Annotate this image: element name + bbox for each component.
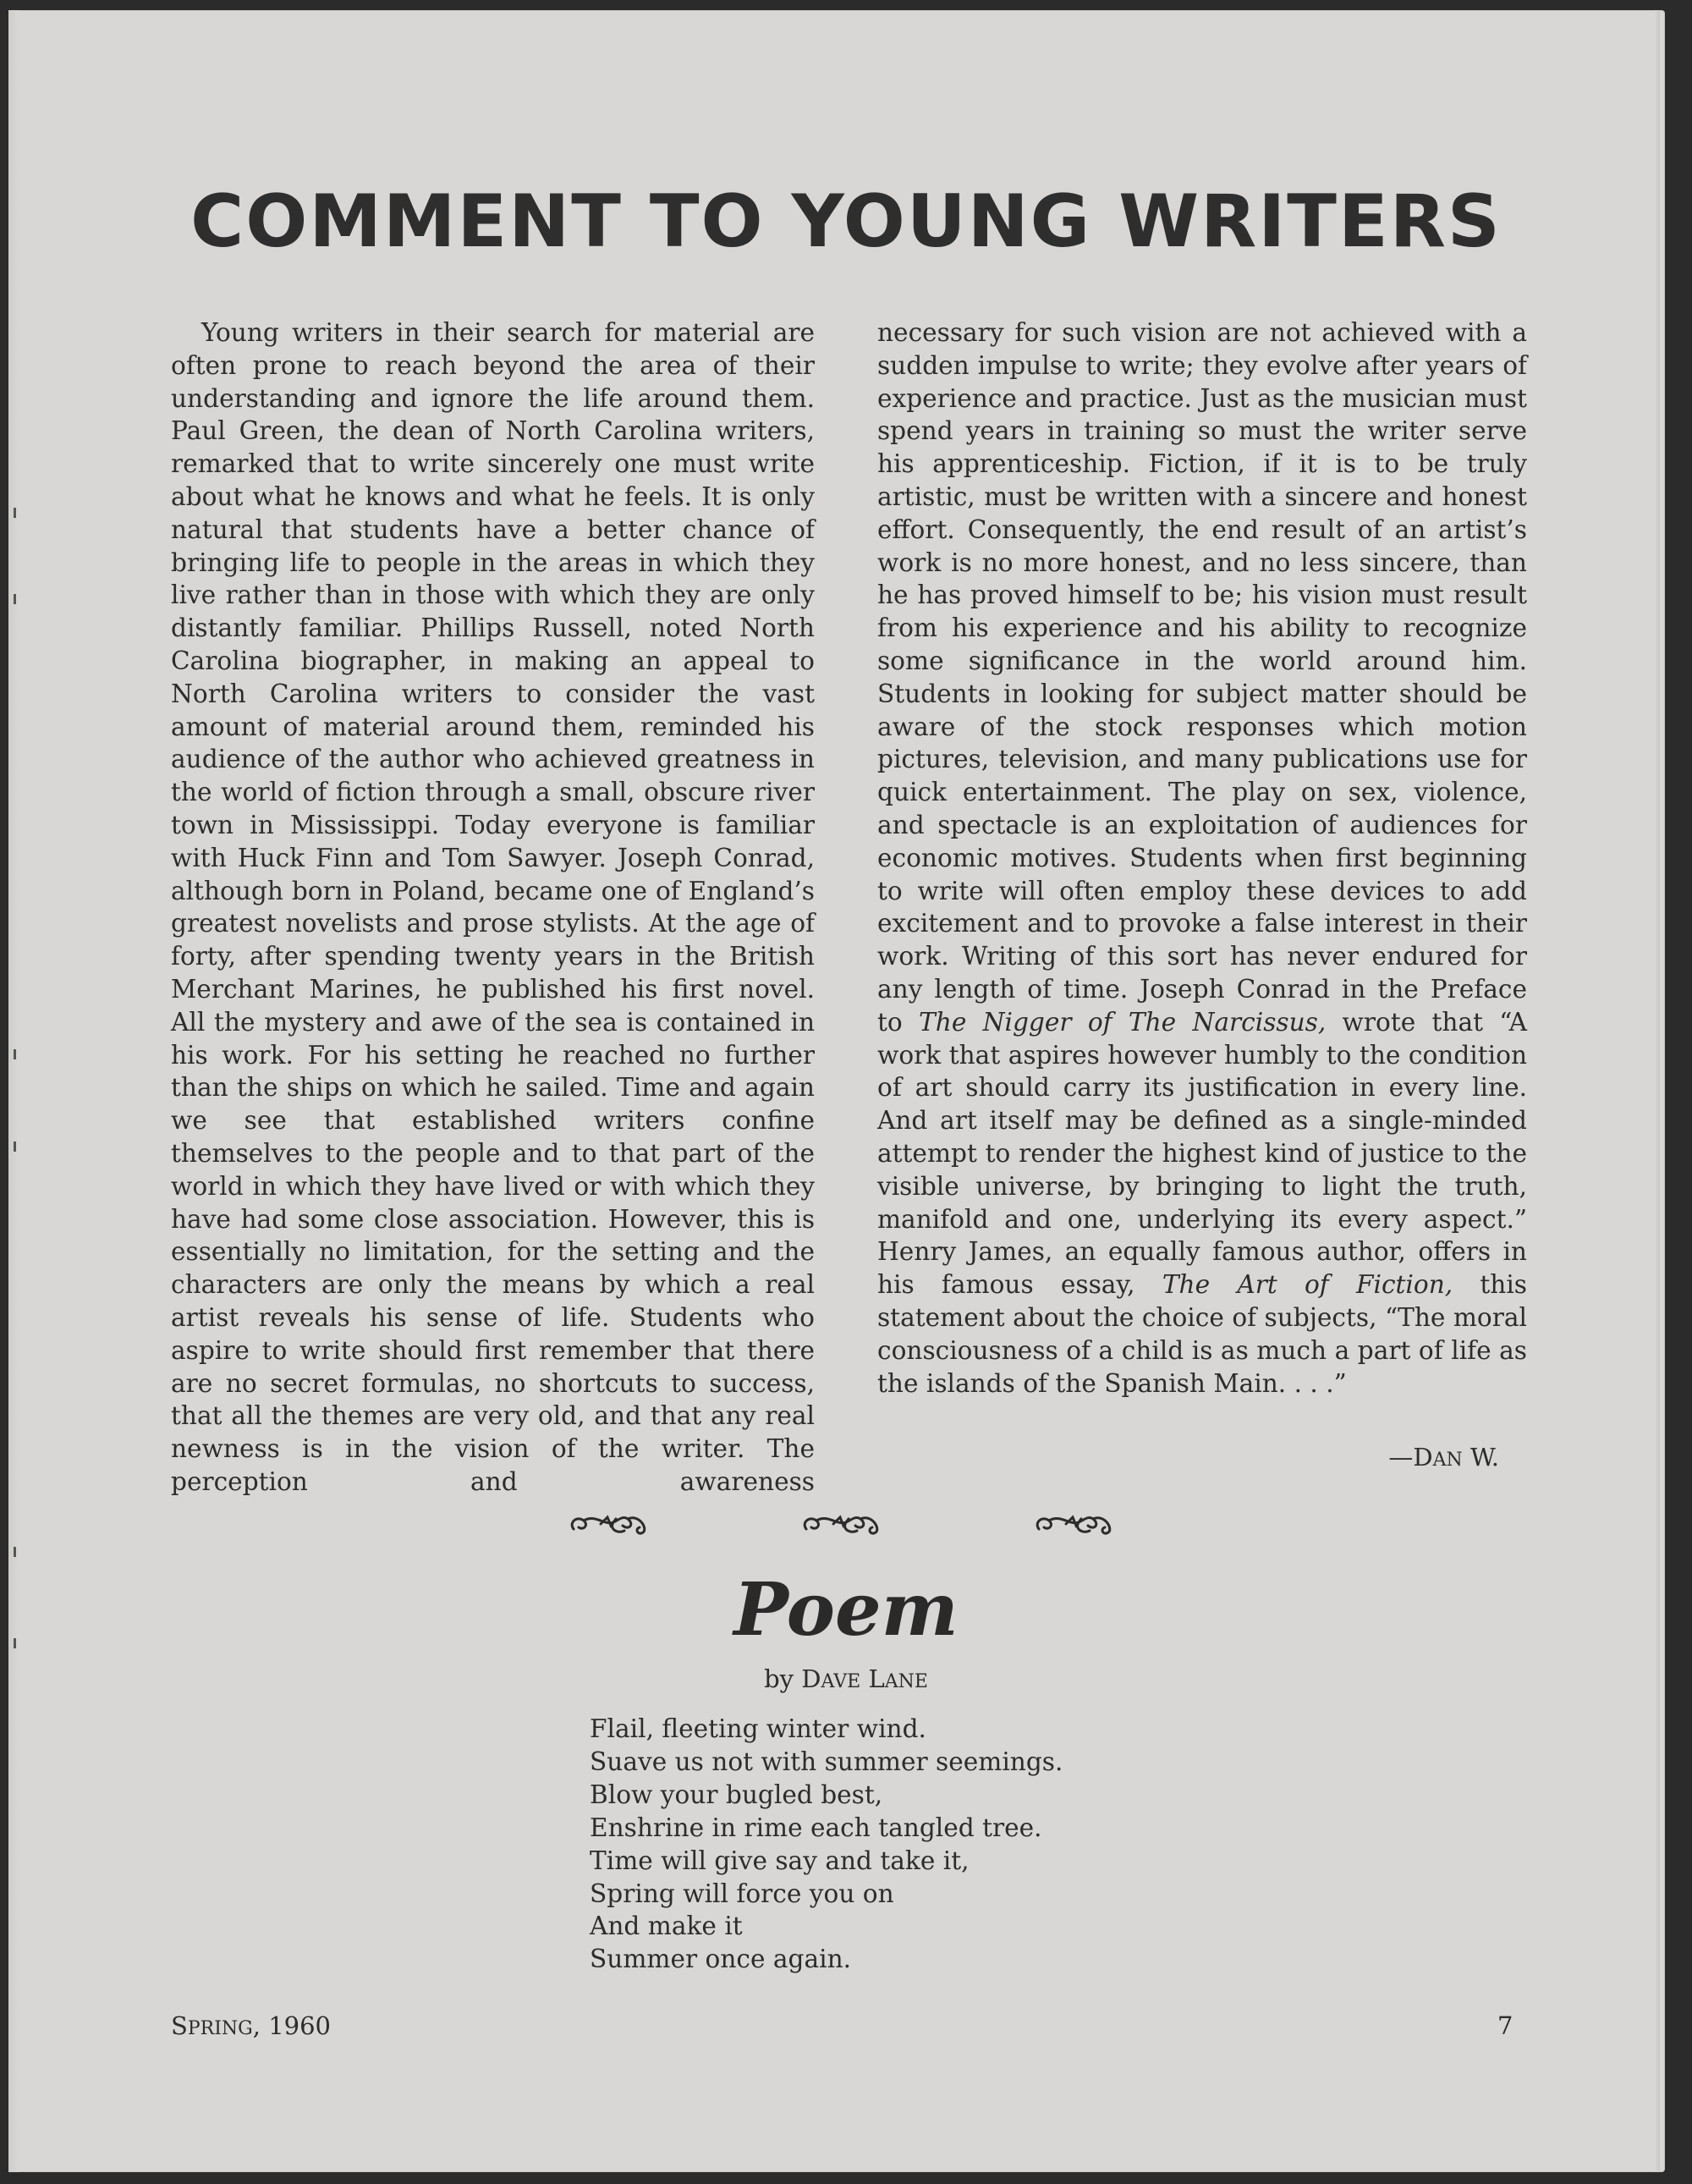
poem-line: Flail, fleeting winter wind. [590, 1714, 926, 1743]
page-edge [1655, 10, 1660, 2172]
page-number: 7 [1497, 2011, 1513, 2040]
poem-line: Spring will force you on [590, 1879, 894, 1908]
article-right-column [877, 316, 1527, 1400]
author-initial: L [868, 1664, 885, 1693]
poem-line: Suave us not with summer seemings. [590, 1747, 1063, 1776]
author-initial: D [801, 1664, 821, 1693]
article-paragraph: Young writers in their search for material are often prone to reach beyond the area of their understanding and ignore the life around them. Paul Green, the dean of North Carolina writers, remarked that to write sincerely one must write about what he knows and what he feels. It is only natural that students have a better chance of bringing life to people in the areas in which they live rather than in those with which they are only distantly familiar. Phillips Russell, noted North Carolina biographer, in making an appeal to North Carolina writers to consider the vast amount of material around them, reminded his audience of the author who achieved greatness in the world of fiction through a small, obscure river town in Mississippi. Today everyone is familiar with Huck Finn and Tom Sawyer. Joseph Conrad, although born in Poland, became one of England’s greatest novelists and prose stylists. At the age of forty, after spending twenty years in the British Merchant Marines, he published his first novel. All the mystery and awe of the sea is contained in his work. For his setting he reached no further than the ships on which he sailed. Time and again we see that established writers confine themselves to the people and to that part of the world in which they have lived or with which they have had some close association. However, this is essentially no limitation, for the setting and the characters are only the means by which a real artist reveals his sense of life. Students who aspire to write should first remember that there are no secret formulas, no shortcuts to success, that all the themes are very old, and that any real newness is in the vision of the writer. The perception and awareness [171, 318, 815, 1496]
body-text: wrote that “A work that aspires however humbly to the condition of art should carry its justification in every line. And art itself may be defined as a single-minded attempt to render the highest kind of justice to the visible universe, by bringing to light the truth, manifold and one, underlying its every aspect.” Henry James, an equally famous author, offers in his famous essay, [877, 1007, 1527, 1300]
poem-line: Summer once again. [590, 1945, 852, 1974]
poem-byline [8, 1664, 1684, 1693]
issue-year: , 1960 [252, 2011, 332, 2040]
binding-mark [14, 1049, 16, 1059]
poem-title: Poem [733, 1567, 959, 1653]
article-paragraph-continued [877, 316, 1527, 1400]
magazine-page [8, 10, 1665, 2172]
scroll-ornament-icon [1032, 1510, 1125, 1539]
poem-line: Blow your bugled best, [590, 1780, 883, 1809]
body-text: necessary for such vision are not achieved with a sudden impulse to write; they evolve after years of experience and practice. Just as the musician must spend years in training so must the writer serve his apprenticeship. Fiction, if it is to be truly artistic, must be written with a sincere and honest effort. Consequently, the end result of an artist’s work is no more honest, and no less sincere, than he has proved himself to be; his vision must result from his experience and his ability to recognize some significance in the world around him. Students in looking for subject matter should be aware of the stock responses which motion pictures, television, and many publications use for quick entertainment. The play on sex, violence, and spectacle is an exploitation of audiences for economic motives. Students when first beginning to write will often employ these devices to add excitement and to provoke a false interest in their work. Writing of this sort has never endured for any length of time. Joseph Conrad in the Preface to [877, 318, 1527, 1037]
binding-mark [14, 508, 16, 518]
book-title: The Nigger of The Narcissus, [919, 1007, 1327, 1037]
binding-mark [14, 1142, 16, 1152]
essay-title: The Art of Fiction, [1162, 1270, 1453, 1300]
body-text: this statement about the choice of subjects, “The moral consciousness of a child is as much a part of life as the islands of the Spanish Main. . . .” [877, 1270, 1527, 1398]
poem-line: And make it [590, 1912, 743, 1941]
signature-dash: — [1388, 1443, 1414, 1472]
poem-line: Enshrine in rime each tangled tree. [590, 1813, 1042, 1842]
article-signature [1277, 1443, 1499, 1472]
signature-name: AN [1432, 1450, 1463, 1471]
section-divider [567, 1510, 1125, 1544]
article-left-column [171, 316, 815, 1499]
article-title: COMMENT TO YOUNG WRITERS [190, 179, 1502, 264]
poem-body [590, 1713, 1063, 1976]
byline-prefix: by [764, 1664, 794, 1693]
signature-initial: D [1413, 1443, 1433, 1472]
signature-last: W. [1470, 1443, 1499, 1472]
season-name: PRING [187, 2018, 253, 2039]
binding-edge [8, 10, 19, 2172]
binding-mark [14, 594, 16, 604]
scroll-ornament-icon [567, 1510, 660, 1539]
poem-line: Time will give say and take it, [590, 1846, 970, 1875]
author-last-name: ANE [884, 1671, 928, 1692]
scroll-ornament-icon [799, 1510, 893, 1539]
binding-mark [14, 1547, 16, 1557]
author-first-name: AVE [821, 1671, 861, 1692]
season-initial: S [171, 2011, 188, 2040]
issue-date [171, 2011, 331, 2040]
